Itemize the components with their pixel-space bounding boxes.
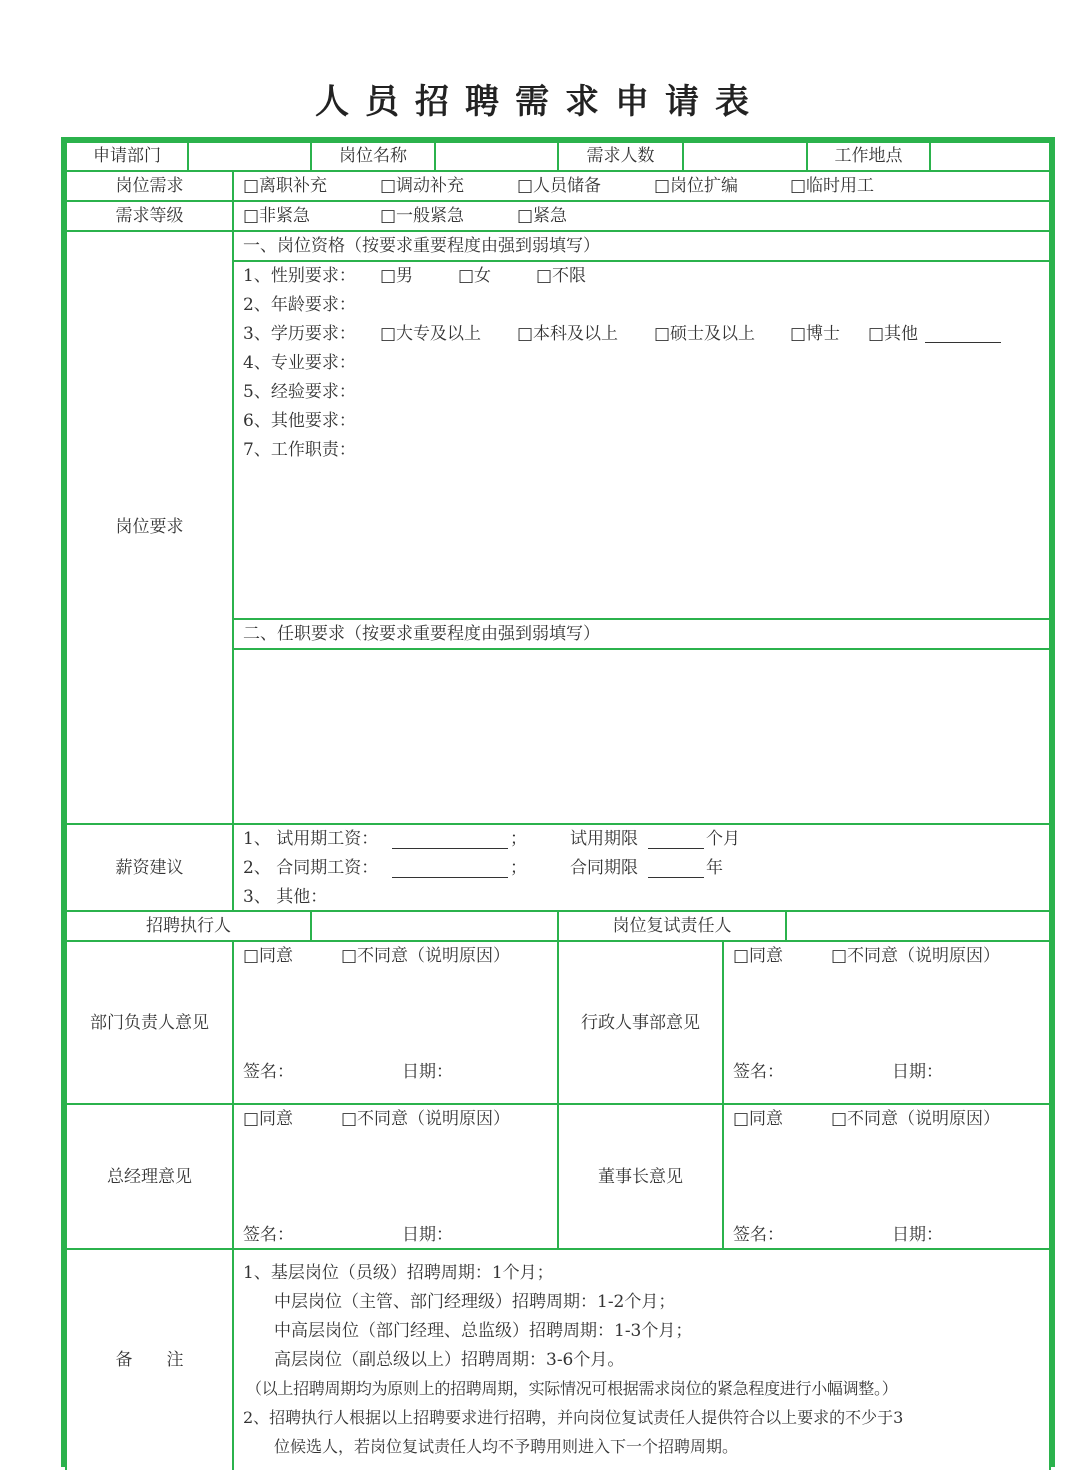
hr-sign: 签名： (733, 1062, 784, 1082)
gm-agree[interactable]: □同意 (243, 1109, 294, 1129)
demand-option-transfer[interactable]: □调动补充 (380, 176, 465, 196)
position-field[interactable] (436, 143, 557, 170)
hr-date: 日期： (892, 1062, 943, 1082)
remarks-label: 备 注 (115, 1350, 184, 1370)
form-title: 人员招聘需求申请表 (315, 82, 765, 122)
chairman-label: 董事长意见 (598, 1167, 683, 1187)
contract-period-unit: 年 (706, 858, 723, 878)
dept-field[interactable] (189, 143, 310, 170)
hr-disagree[interactable]: □不同意（说明原因） (831, 946, 1001, 966)
section2-title: 二、任职要求（按要求重要程度由强到弱填写） (243, 624, 600, 644)
dept-label: 申请部门 (93, 146, 161, 166)
duty-label: 7、工作职责： (243, 440, 356, 460)
salary-probation-label: 1、 试用期工资： (243, 829, 379, 849)
rule (557, 910, 559, 1249)
remarks-line: 中高层岗位（部门经理、总监级）招聘周期：1-3个月； (274, 1321, 693, 1341)
chairman-date: 日期： (892, 1225, 943, 1245)
remarks-line: 中层岗位（主管、部门经理级）招聘周期：1-2个月； (274, 1292, 676, 1312)
probation-period-unit: 个月 (706, 829, 740, 849)
rule (65, 823, 1051, 825)
urgency-option-mid[interactable]: □一般紧急 (380, 206, 465, 226)
count-label: 需求人数 (586, 146, 655, 166)
location-label: 工作地点 (834, 146, 903, 166)
hr-dept-label: 行政人事部意见 (581, 1013, 700, 1033)
remarks-line: 1、基层岗位（员级）招聘周期：1个月； (243, 1263, 554, 1283)
dept-head-date: 日期： (402, 1062, 453, 1082)
gm-sign: 签名： (243, 1225, 294, 1245)
hr-agree[interactable]: □同意 (733, 946, 784, 966)
rule (310, 910, 312, 941)
salary-other-label: 3、 其他： (243, 887, 328, 907)
rule (232, 940, 234, 1470)
probation-period-label: 试用期限 (570, 829, 638, 849)
rule (232, 618, 1051, 620)
dept-head-agree[interactable]: □同意 (243, 946, 294, 966)
remarks-line: 2、招聘执行人根据以上招聘要求进行招聘，并向岗位复试责任人提供符合以上要求的不少于3 (243, 1408, 904, 1427)
gender-label: 1、性别要求： (243, 266, 356, 286)
rule (65, 141, 67, 1470)
other-req-label: 6、其他要求： (243, 411, 356, 431)
requirements-label: 岗位要求 (115, 517, 184, 537)
section1-title: 一、岗位资格（按要求重要程度由强到弱填写） (243, 236, 600, 256)
edu-option-bachelor[interactable]: □本科及以上 (517, 324, 619, 344)
salary-contract-label: 2、 合同期工资： (243, 858, 379, 878)
reviewer-field[interactable] (787, 912, 1049, 940)
urgency-label: 需求等级 (115, 206, 184, 226)
contract-period-label: 合同期限 (570, 858, 638, 878)
edu-option-other[interactable]: □其他 (868, 324, 919, 344)
demand-option-expand[interactable]: □岗位扩编 (654, 176, 739, 196)
dept-head-label: 部门负责人意见 (90, 1013, 209, 1033)
rule (232, 260, 1051, 262)
age-label: 2、年龄要求： (243, 295, 356, 315)
urgency-option-low[interactable]: □非紧急 (243, 206, 311, 226)
salary-label: 薪资建议 (115, 858, 184, 878)
demand-label: 岗位需求 (115, 176, 184, 196)
rule (232, 170, 234, 911)
remarks-line: 位候选人，若岗位复试责任人均不予聘用则进入下一个招聘周期。 (274, 1437, 739, 1456)
remarks-line: 高层岗位（副总级以上）招聘周期：3-6个月。 (274, 1350, 625, 1370)
gender-option-male[interactable]: □男 (380, 266, 414, 286)
position-label: 岗位名称 (339, 146, 407, 166)
edu-label: 3、学历要求： (243, 324, 356, 344)
demand-option-leave[interactable]: □离职补充 (243, 176, 328, 196)
count-field[interactable] (684, 143, 806, 170)
edu-option-master[interactable]: □硕士及以上 (654, 324, 756, 344)
experience-label: 5、经验要求： (243, 382, 356, 402)
location-field[interactable] (931, 143, 1049, 170)
gm-date: 日期： (402, 1225, 453, 1245)
rule (722, 940, 724, 1249)
edu-other-blank[interactable] (925, 322, 1001, 343)
salary-semicolon: ； (510, 829, 527, 849)
dept-head-sign: 签名： (243, 1062, 294, 1082)
dept-head-disagree[interactable]: □不同意（说明原因） (341, 946, 511, 966)
urgency-option-high[interactable]: □紧急 (517, 206, 568, 226)
salary-semicolon: ； (510, 858, 527, 878)
gender-option-any[interactable]: □不限 (536, 266, 587, 286)
demand-option-reserve[interactable]: □人员储备 (517, 176, 602, 196)
salary-probation-blank[interactable] (392, 828, 508, 849)
rule (232, 648, 1051, 650)
rule (65, 230, 1051, 232)
rule (1049, 141, 1051, 1470)
gm-label: 总经理意见 (107, 1167, 192, 1187)
major-label: 4、专业要求： (243, 353, 356, 373)
chairman-disagree[interactable]: □不同意（说明原因） (831, 1109, 1001, 1129)
salary-contract-blank[interactable] (392, 857, 508, 878)
edu-option-college[interactable]: □大专及以上 (380, 324, 482, 344)
gender-option-female[interactable]: □女 (458, 266, 492, 286)
demand-option-temp[interactable]: □临时用工 (790, 176, 875, 196)
remarks-line: （以上招聘周期均为原则上的招聘周期，实际情况可根据需求岗位的紧急程度进行小幅调整。） (246, 1379, 898, 1398)
probation-period-blank[interactable] (648, 828, 704, 849)
rule (65, 200, 1051, 202)
executor-label: 招聘执行人 (146, 916, 231, 936)
chairman-sign: 签名： (733, 1225, 784, 1245)
reviewer-label: 岗位复试责任人 (612, 916, 732, 936)
edu-option-phd[interactable]: □博士 (790, 324, 841, 344)
chairman-agree[interactable]: □同意 (733, 1109, 784, 1129)
contract-period-blank[interactable] (648, 857, 704, 878)
gm-disagree[interactable]: □不同意（说明原因） (341, 1109, 511, 1129)
